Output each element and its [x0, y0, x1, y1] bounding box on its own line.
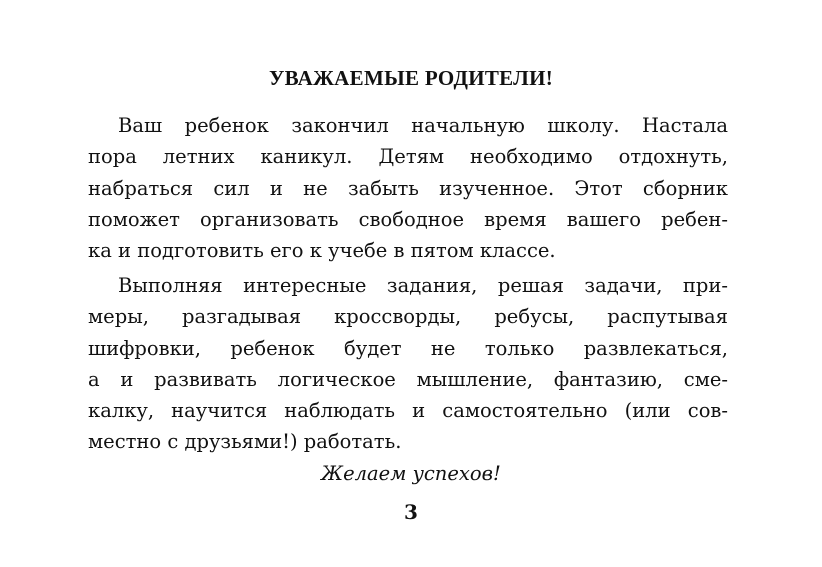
- paragraph-1: [88, 110, 728, 266]
- text-line: местно с друзьями!) работать.: [88, 430, 402, 454]
- text-line: калку, научится наблюдать и самостоятельно (или сов-: [88, 399, 728, 423]
- text-line: набраться сил и не забыть изученное. Этот сборник: [88, 176, 728, 200]
- text-line: пора летних каникул. Детям необходимо отдохнуть,: [88, 145, 728, 169]
- text-line: меры, разгадывая кроссворды, ребусы, распутывая: [88, 305, 728, 329]
- text-line: а и развивать логическое мышление, фантазию, сме-: [88, 367, 728, 391]
- text-line: Ваш ребенок закончил начальную школу. Настала: [118, 114, 728, 137]
- text-line: ка и подготовить его к учебе в пятом классе.: [88, 239, 556, 263]
- paragraph-2: [88, 270, 728, 458]
- closing-wish: Желаем успехов!: [321, 462, 501, 485]
- text-line: шифровки, ребенок будет не только развлекаться,: [88, 336, 728, 360]
- page-number: 3: [404, 500, 418, 524]
- text-line: Выполняя интересные задания, решая задачи, при-: [118, 274, 728, 297]
- page-title: УВАЖАЕМЫЕ РОДИТЕЛИ!: [268, 66, 554, 90]
- text-line: поможет организовать свободное время вашего ребен-: [88, 207, 728, 231]
